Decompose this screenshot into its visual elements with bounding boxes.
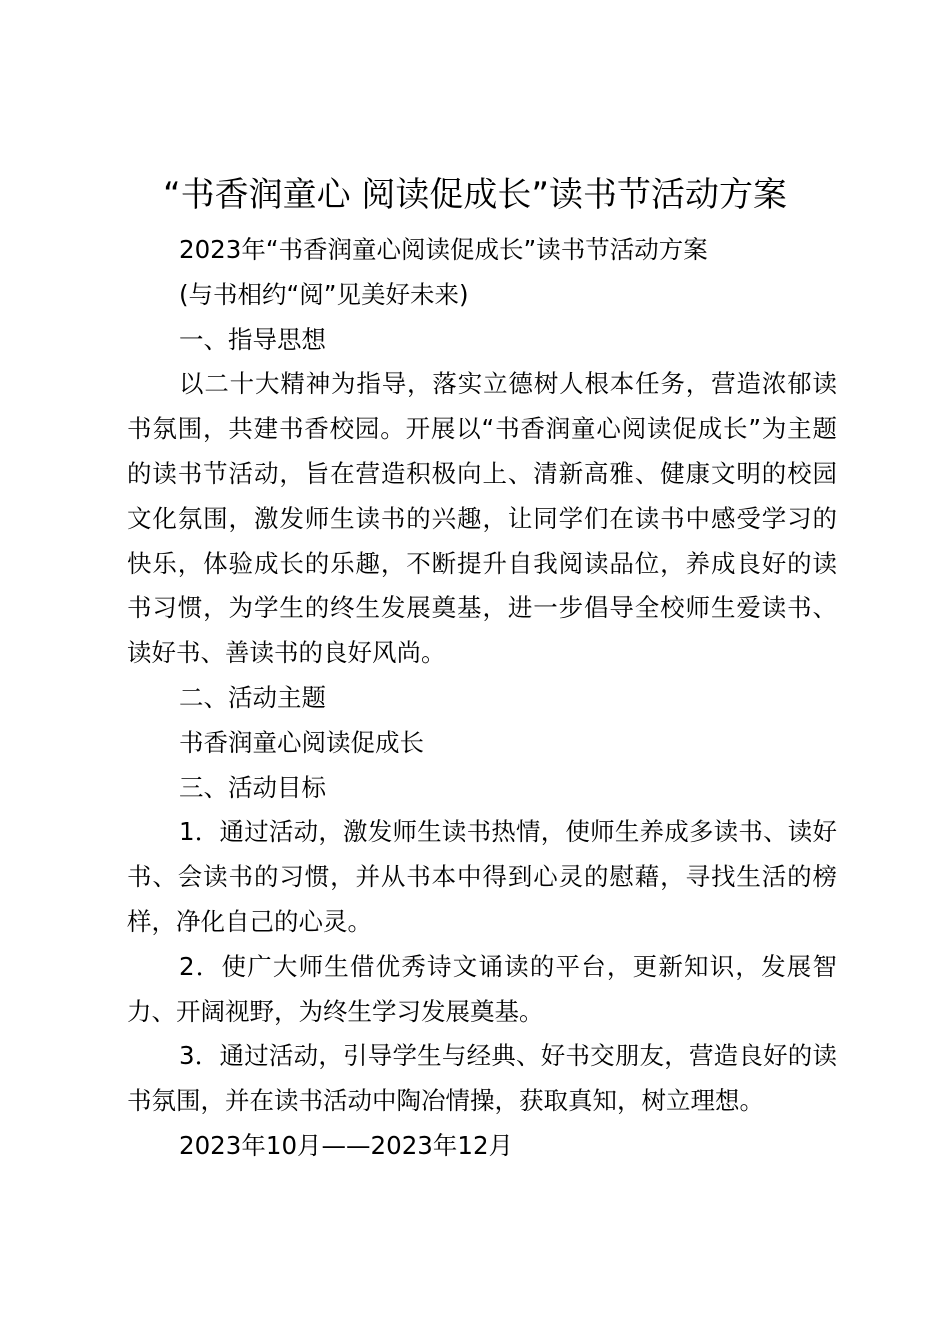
section-heading-goals: 三、活动目标 — [179, 772, 326, 802]
subtitle: 2023年“书香润童心阅读促成长”读书节活动方案 — [179, 235, 708, 264]
goal-item-1: 1．通过活动，激发师生读书热情，使师生养成多读书、读好书、会读书的习惯，并从书本中得到心灵的慰藉，寻找生活的榜样，净化自己的心灵。 — [127, 817, 837, 936]
paragraph-guiding-ideology: 以二十大精神为指导，落实立德树人根本任务，营造浓郁读书氛围，共建书香校园。开展以“书香润童心阅读促成长”为主题的读书节活动，旨在营造积极向上、清新高雅、健康文明的校园文化氛围，激发师生读书的兴趣，让同学们在读书中感受学习的快乐，体验成长的乐趣，不断提升自我阅读品位，养成良好的读书习惯，为学生的终生发展奠基，进一步倡导全校师生爱读书、读好书、善读书的良好风尚。 — [127, 369, 837, 668]
goal-item-3: 3．通过活动，引导学生与经典、好书交朋友，营造良好的读书氛围，并在读书活动中陶冶情操，获取真知，树立理想。 — [127, 1041, 837, 1116]
theme-text: 书香润童心阅读促成长 — [179, 727, 424, 757]
section-heading-theme: 二、活动主题 — [179, 682, 326, 712]
document-title: “书香润童心 阅读促成长”读书节活动方案 — [162, 175, 788, 215]
slogan: (与书相约“阅”见美好未来) — [179, 279, 469, 309]
goal-item-2: 2．使广大师生借优秀诗文诵读的平台，更新知识，发展智力、开阔视野，为终生学习发展奠基。 — [127, 951, 837, 1026]
section-heading-guiding-ideology: 一、指导思想 — [179, 324, 326, 354]
activity-period: 2023年10月——2023年12月 — [179, 1130, 514, 1160]
document-body — [127, 228, 837, 1169]
